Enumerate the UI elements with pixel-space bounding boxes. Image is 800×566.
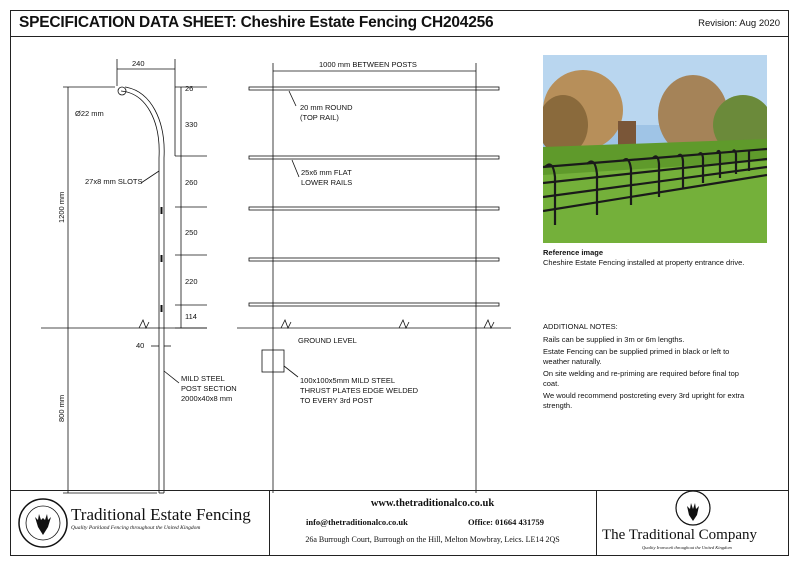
thrust-plates-line1: 100x100x5mm MILD STEEL (300, 376, 396, 385)
specification-sheet (10, 10, 789, 556)
sheet-title: SPECIFICATION DATA SHEET: Cheshire Estate Fencing CH204256 (19, 14, 494, 31)
note-item: Rails can be supplied in 3m or 6m lengths. (543, 334, 685, 344)
segment-260: 260 (185, 178, 198, 187)
left-brand-tagline: Quality Parkland Fencing throughout the United Kingdom (71, 525, 201, 531)
top-rail (249, 87, 499, 90)
lower-rails-label-line1: 25x6 mm FLAT (301, 168, 352, 177)
lower-rails-label-line2: LOWER RAILS (301, 178, 353, 187)
grass-tuft (139, 320, 149, 328)
stag-seal-icon (17, 497, 69, 549)
reference-text: Cheshire Estate Fencing installed at property entrance drive. (543, 258, 745, 267)
website-link[interactable]: www.thetraditionalco.co.uk (370, 498, 495, 509)
email-link[interactable]: info@thetraditionalco.co.uk (306, 517, 408, 527)
sheet-footer (11, 490, 788, 555)
slots-label: 27x8 mm SLOTS (85, 177, 143, 186)
post-curve-inner (125, 87, 164, 158)
segment-250: 250 (185, 228, 198, 237)
post-label-line1: MILD STEEL (181, 374, 225, 383)
ground-level-label: GROUND LEVEL (298, 336, 357, 345)
thrust-plates-line3: TO EVERY 3rd POST (300, 396, 373, 405)
post-curve-outer (121, 91, 159, 158)
lower-rail-3 (249, 258, 499, 261)
reference-caption (543, 248, 744, 268)
lower-rail-4 (249, 303, 499, 306)
lower-rail-1 (249, 156, 499, 159)
reference-title: Reference image (543, 248, 604, 257)
segment-114: 114 (185, 312, 197, 321)
additional-notes (543, 322, 753, 413)
footer-contact-block (269, 491, 597, 555)
revision-label: Revision: Aug 2020 (698, 18, 780, 29)
office-phone: Office: 01664 431759 (468, 517, 545, 527)
footer-right-logo-block (596, 491, 790, 555)
between-posts-label: 1000 mm BETWEEN POSTS (319, 60, 417, 69)
segment-330: 330 (185, 120, 198, 129)
segment-220: 220 (185, 277, 198, 286)
thrust-plates-line2: THRUST PLATES EDGE WELDED (300, 386, 419, 395)
footer-left-logo-block (11, 491, 270, 555)
dim-top-width: 240 (132, 59, 145, 68)
right-brand-tagline: Quality Ironwork throughout the United Kingdom (642, 545, 732, 550)
dim-diameter: Ø22 mm (75, 109, 104, 118)
reference-photo (543, 55, 767, 243)
note-item: Estate Fencing can be supplied primed in black or left to weather naturally. (543, 347, 730, 366)
post-label-line2: POST SECTION (181, 384, 237, 393)
stag-head-icon (673, 489, 713, 527)
left-brand-name: Traditional Estate Fencing (71, 505, 251, 524)
dim-total-height: 1200 mm (57, 191, 66, 223)
dim-below-ground: 800 mm (57, 394, 66, 422)
note-item: On site welding and re-priming are required before final top coat. (543, 369, 739, 388)
lower-rail-2 (249, 207, 499, 210)
segment-26: 26 (185, 84, 194, 93)
top-rail-label-line2: (TOP RAIL) (300, 113, 339, 122)
dim-post-width: 40 (136, 341, 145, 350)
post-label-line3: 2000x40x8 mm (181, 394, 233, 403)
top-rail-label-line1: 20 mm ROUND (300, 103, 353, 112)
note-item: We would recommend postcreting every 3rd upright for extra strength. (543, 391, 745, 410)
company-address: 26a Burrough Court, Burrough on the Hill, Melton Mowbray, Leics. LE14 2QS (305, 535, 560, 544)
notes-title: ADDITIONAL NOTES: (543, 322, 618, 331)
right-brand-name: The Traditional Company (602, 527, 757, 543)
